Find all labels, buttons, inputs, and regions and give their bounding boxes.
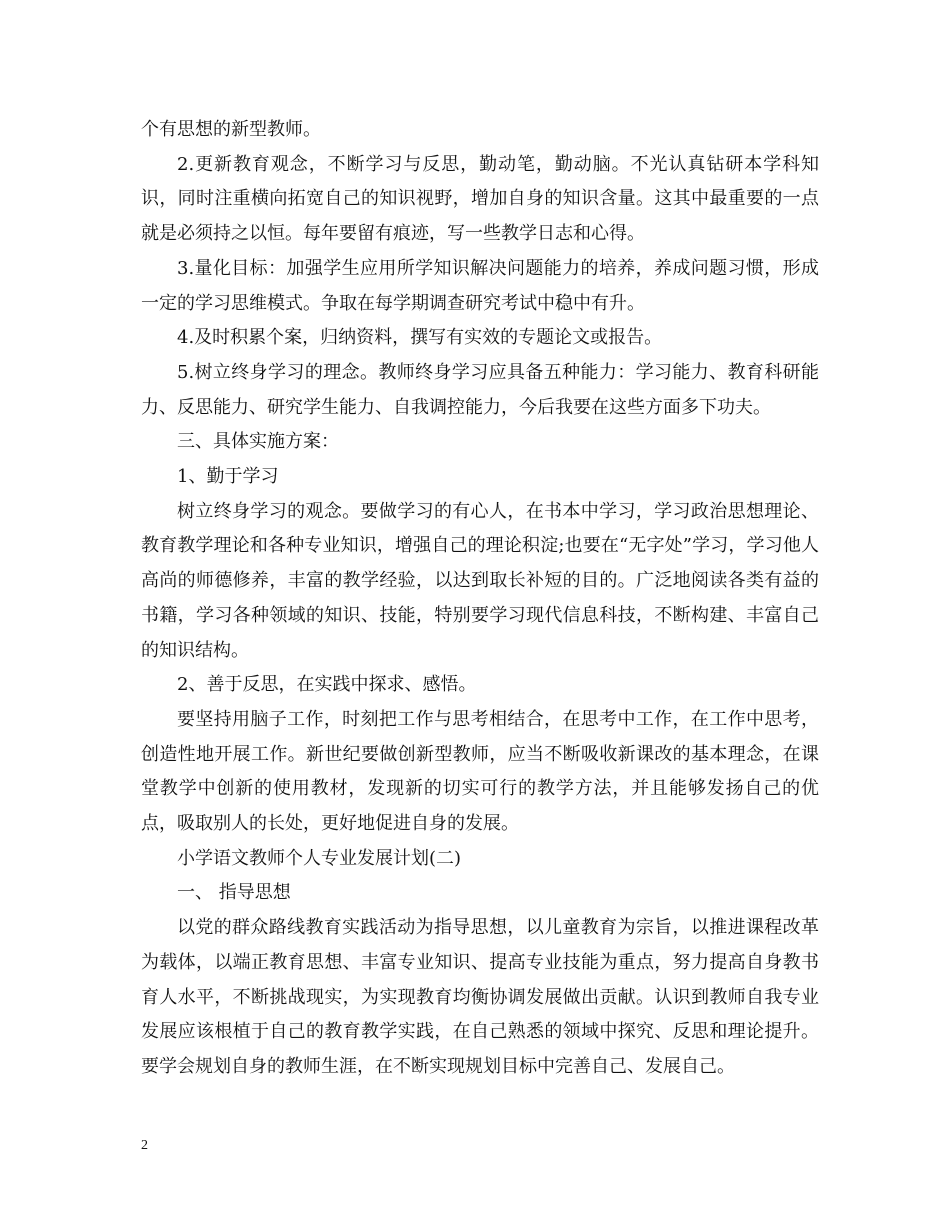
paragraph-item-3: 3.量化目标：加强学生应用所学知识解决问题能力的培养，养成问题习惯，形成一定的学习思维模式。争取在每学期调查研究考试中稳中有升。 — [141, 257, 819, 314]
section-heading-guiding-ideology: 一、 指导思想 — [177, 882, 291, 904]
paragraph-item-4: 4.及时积累个案，归纳资料，撰写有实效的专题论文或报告。 — [177, 327, 663, 349]
paragraph-guiding-ideology: 以党的群众路线教育实践活动为指导思想，以儿童教育为宗旨，以推进课程改革为载体，以端正教育思想、丰富专业知识、提高专业技能为重点，努力提高自身教书育人水平，不断挑战现实，为实现教育均衡协调发展做出贡献。认识到教师自我专业发展应该根植于自己的教育教学实践，在自己熟悉的领域中探究、反思和理论提升。要学会规划自身的教师生涯，在不断实现规划目标中完善自己、发展自己。 — [141, 917, 819, 1077]
document-title-part-two: 小学语文教师个人专业发展计划(二) — [177, 847, 462, 869]
section-heading-implementation: 三、具体实施方案： — [177, 431, 339, 453]
subheading-diligent-learning: 1、勤于学习 — [177, 466, 279, 488]
page-number: 2 — [141, 1138, 148, 1153]
document-body — [141, 113, 819, 1085]
paragraph-continuation: 个有思想的新型教师。 — [141, 119, 321, 140]
paragraph-reflection: 要坚持用脑子工作，时刻把工作与思考相结合，在思考中工作，在工作中思考，创造性地开展工作。新世纪要做创新型教师，应当不断吸收新课改的基本理念，在课堂教学中创新的使用教材，发现新的切实可行的教学方法，并且能够发扬自己的优点，吸取别人的长处，更好地促进自身的发展。 — [141, 708, 819, 835]
subheading-reflection: 2、善于反思，在实践中探求、感悟。 — [177, 674, 477, 696]
paragraph-item-2: 2.更新教育观念，不断学习与反思，勤动笔，勤动脑。不光认真钻研本学科知识，同时注重横向拓宽自己的知识视野，增加自身的知识含量。这其中最重要的一点就是必须持之以恒。每年要留有痕迹，写一些教学日志和心得。 — [141, 153, 819, 245]
paragraph-item-5: 5.树立终身学习的理念。教师终身学习应具备五种能力：学习能力、教育科研能力、反思能力、研究学生能力、自我调控能力，今后我要在这些方面多下功夫。 — [141, 361, 819, 418]
paragraph-lifelong-learning: 树立终身学习的观念。要做学习的有心人，在书本中学习，学习政治思想理论、教育教学理论和各种专业知识，增强自己的理论积淀;也要在“无字处”学习，学习他人高尚的师德修养，丰富的教学经验，以达到取长补短的目的。广泛地阅读各类有益的书籍，学习各种领域的知识、技能，特别要学习现代信息科技，不断构建、丰富自己的知识结构。 — [141, 500, 819, 661]
